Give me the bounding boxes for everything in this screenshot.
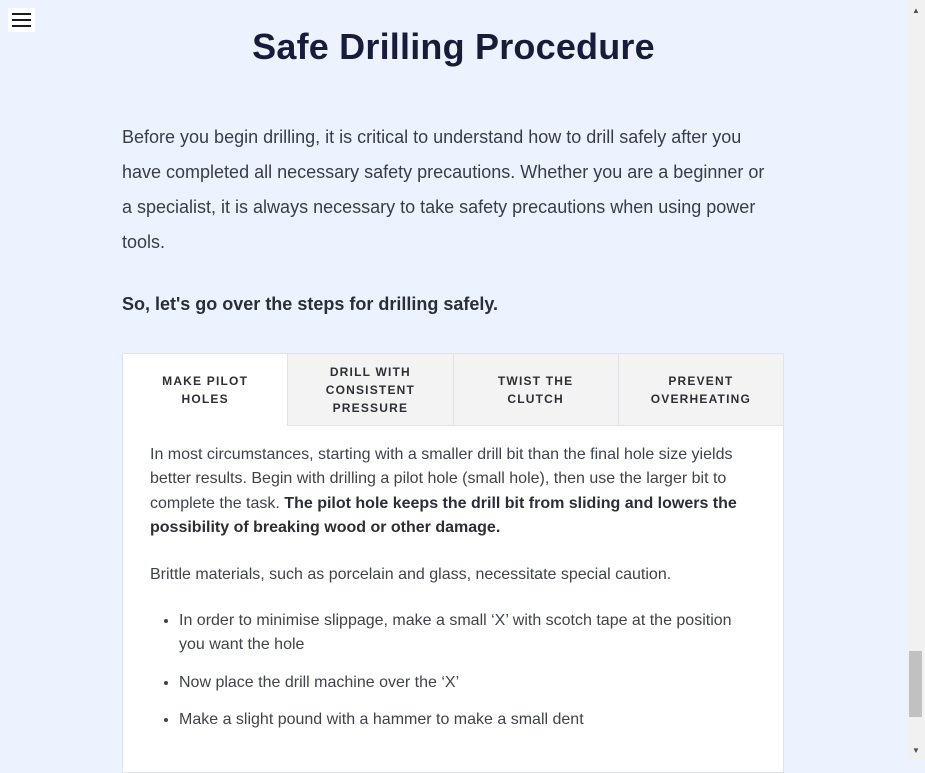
page-title: Safe Drilling Procedure xyxy=(252,26,655,67)
panel-text: In most circumstances, starting with a smaller drill bit than the final hole size yields better results. Begin with drilling a pilot hole (small hole), then use the larger bit to complete the task. xyxy=(150,446,733,512)
tab-prevent-overheating[interactable]: PREVENT OVERHEATING xyxy=(618,354,783,426)
menu-bar xyxy=(12,19,31,21)
panel-paragraph-2: Brittle materials, such as porcelain and glass, necessitate special caution. xyxy=(150,565,672,583)
tab-twist-the-clutch[interactable]: TWIST THE CLUTCH xyxy=(453,354,618,426)
tab-panel xyxy=(123,426,783,733)
menu-bar xyxy=(12,13,31,15)
intro-paragraph: Before you begin drilling, it is critical to understand how to drill safely after you have completed all necessary safety precautions. Whether you are a beginner or a specialist, it is always necessary to take safety precautions when using power tools. xyxy=(122,127,765,252)
vertical-scrollbar[interactable] xyxy=(907,0,925,760)
scroll-down-arrow-icon[interactable]: ▼ xyxy=(912,745,920,755)
list-item: • Now place the drill machine over the ‘X’ xyxy=(179,671,755,695)
panel-paragraph-1 xyxy=(150,443,755,541)
panel-bold-text: The pilot hole keeps the drill bit from sliding and lowers the possibility of breaking wood or other damage. xyxy=(150,494,737,537)
lead-text: So, let's go over the steps for drilling safely. xyxy=(122,294,499,314)
tabs-container xyxy=(122,353,784,773)
steps-list xyxy=(150,609,755,733)
list-item: • Make a slight pound with a hammer to make a small dent xyxy=(179,708,755,732)
tab-make-pilot-holes[interactable]: MAKE PILOT HOLES xyxy=(123,354,287,426)
list-item: • In order to minimise slippage, make a small ‘X’ with scotch tape at the position you want the hole xyxy=(179,609,755,658)
tab-list xyxy=(123,354,783,426)
scroll-up-arrow-icon[interactable]: ▲ xyxy=(912,5,920,15)
tab-drill-with-consistent-pressure[interactable]: DRILL WITH CONSISTENT PRESSURE xyxy=(287,354,452,426)
scrollbar-thumb[interactable] xyxy=(909,651,922,717)
